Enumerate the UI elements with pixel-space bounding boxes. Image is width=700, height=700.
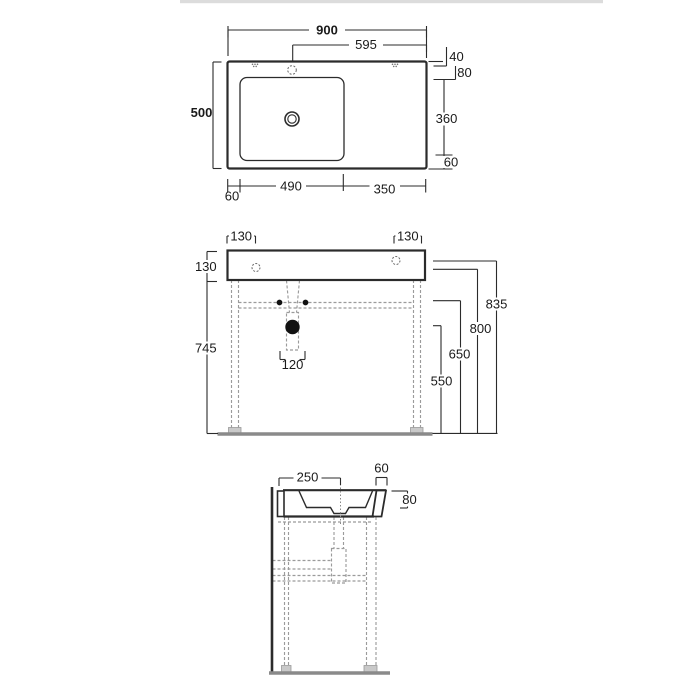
dim-label-360: 360	[435, 111, 458, 126]
dim-label-130-left: 130	[194, 258, 217, 274]
dim-label-60-right: 60	[443, 154, 459, 170]
dim-label-60-bottom: 60	[224, 188, 240, 204]
front-view	[193, 229, 511, 435]
dim-bottom-stack	[228, 174, 426, 193]
waste-pipe-front	[287, 281, 300, 351]
dim-label-835: 835	[485, 296, 508, 312]
dim-label-745: 745	[194, 340, 217, 356]
dim-label-800: 800	[469, 321, 492, 336]
waste-connection-dot	[285, 320, 299, 334]
dim-label-595: 595	[355, 37, 377, 52]
basin-profile-side	[278, 490, 387, 516]
dim-label-900: 900	[316, 22, 338, 38]
dim-label-80-side: 80	[402, 492, 417, 507]
dim-label-550: 550	[430, 373, 453, 389]
dim-label-490: 490	[280, 178, 302, 194]
top-view	[191, 23, 472, 204]
dim-label-500: 500	[190, 105, 213, 120]
fixing-dot-right	[303, 300, 309, 306]
stand-legs-side	[273, 517, 377, 666]
side-view	[269, 461, 419, 674]
dim-rim-width	[376, 478, 387, 486]
basin-outline-front	[228, 251, 426, 281]
dim-label-650: 650	[448, 346, 471, 362]
dim-label-350: 350	[373, 181, 396, 197]
dim-tap-offsets	[227, 236, 422, 244]
dim-label-250: 250	[296, 469, 319, 485]
top-artifact-bar	[180, 0, 603, 3]
dim-label-130-top-left: 130	[230, 228, 253, 244]
fixing-dot-left	[277, 300, 283, 306]
bowl-outline-plan	[240, 78, 344, 161]
dim-label-130-top-right: 130	[396, 228, 419, 244]
stand-legs-front	[232, 280, 421, 428]
dim-label-80: 80	[457, 65, 472, 80]
dim-label-40: 40	[449, 49, 464, 64]
dim-label-120: 120	[281, 357, 304, 372]
dim-overall-depth	[213, 62, 222, 169]
dim-label-60-side: 60	[374, 460, 389, 476]
